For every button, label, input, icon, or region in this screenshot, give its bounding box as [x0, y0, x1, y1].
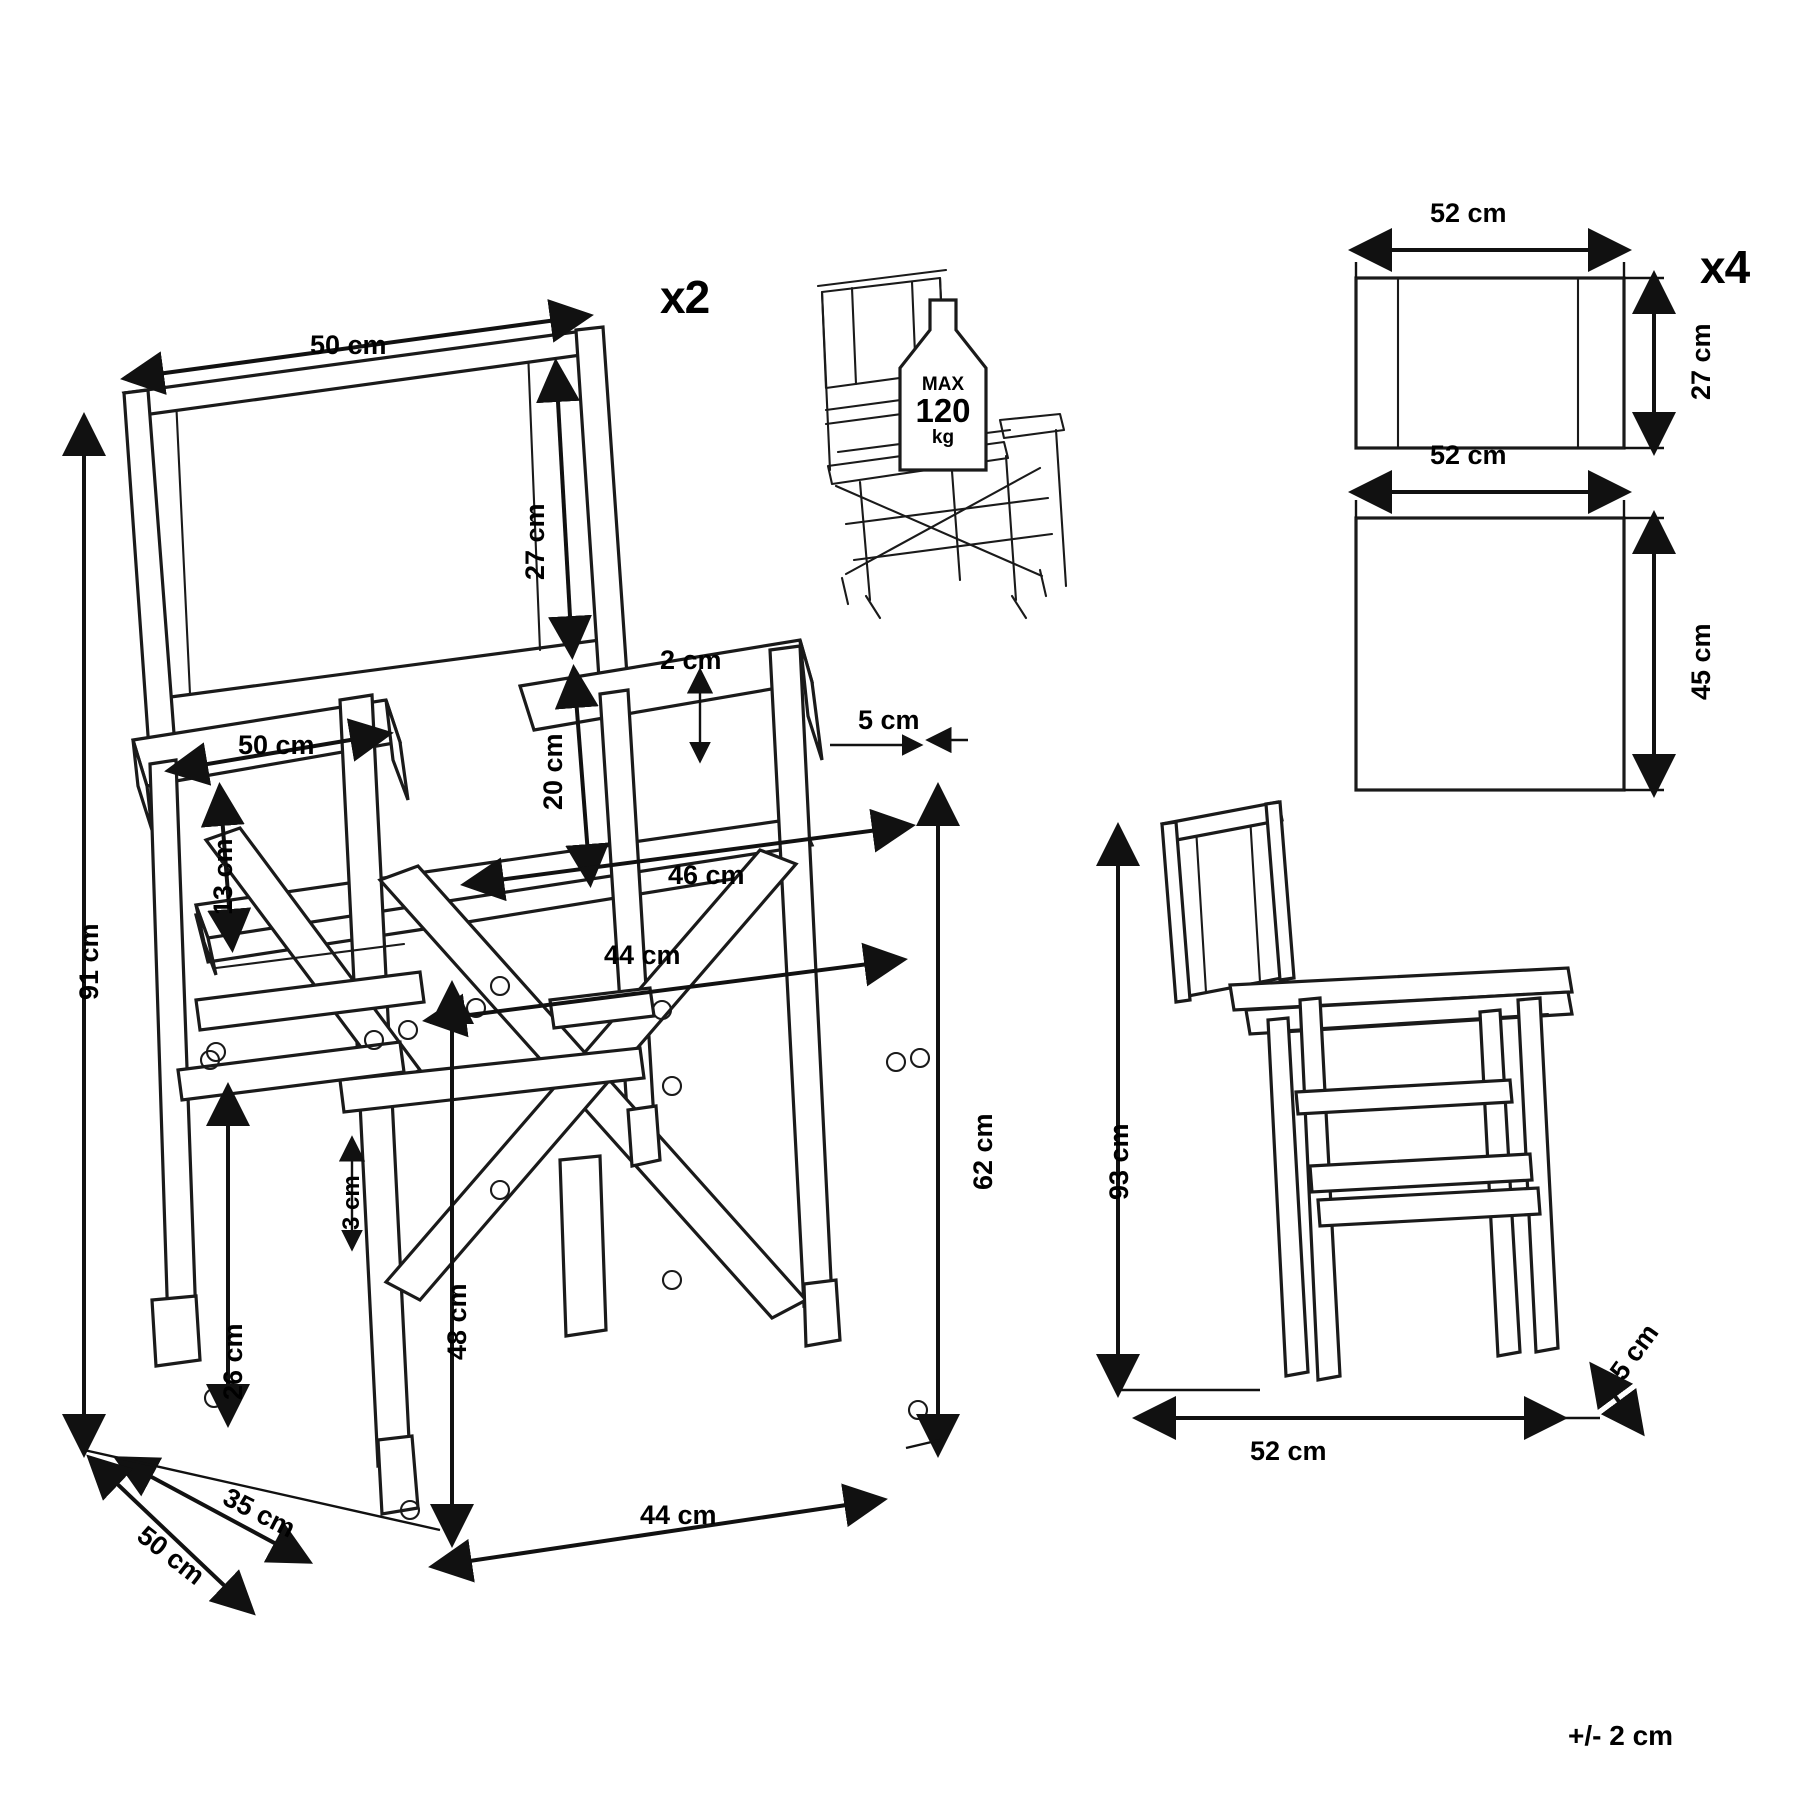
dim-folded-height: 93 cm — [1104, 1123, 1134, 1200]
dim-lower-rail-height: 26 cm — [218, 1323, 248, 1400]
dim-back-height: 27 cm — [520, 503, 550, 580]
chair-quantity-label: x2 — [660, 271, 710, 323]
max-unit: kg — [931, 427, 955, 449]
max-load-badge — [898, 375, 988, 447]
dim-folded-width: 52 cm — [1250, 1436, 1327, 1466]
dim-overall-depth: 50 cm — [131, 1520, 211, 1591]
tolerance-note: +/- 2 cm — [1568, 1720, 1674, 1751]
dim-back-width: 50 cm — [310, 330, 387, 360]
dim-seat-back-height: 62 cm — [968, 1113, 998, 1190]
fabric-panels-illustration — [1356, 250, 1664, 790]
dim-seat-panel-height: 45 cm — [1686, 623, 1716, 700]
dim-armrest-length: 50 cm — [238, 730, 315, 760]
dim-seat-width: 44 cm — [604, 940, 681, 970]
fabric-quantity-label: x4 — [1700, 241, 1750, 293]
dim-seat-depth: 46 cm — [668, 860, 745, 890]
dim-backrest-panel-height: 27 cm — [1686, 323, 1716, 400]
dim-arm-height: 13 cm — [208, 838, 238, 915]
max-value: 120 — [915, 392, 971, 430]
side-view-chair-illustration — [1162, 802, 1572, 1380]
dim-seat-panel-width: 52 cm — [1430, 440, 1507, 470]
dim-total-height: 91 cm — [74, 923, 104, 1000]
dim-backrest-panel-width: 52 cm — [1430, 198, 1507, 228]
dim-base-width: 44 cm — [640, 1500, 717, 1530]
dim-base-depth: 35 cm — [218, 1482, 301, 1544]
dim-arm-thickness: 5 cm — [858, 705, 920, 735]
dim-rail-thickness: 2 cm — [660, 645, 722, 675]
dim-seat-height: 48 cm — [442, 1283, 472, 1360]
dim-folded-depth: 5 cm — [1604, 1318, 1665, 1386]
max-label: MAX — [921, 374, 965, 395]
dim-backrest-gap: 20 cm — [538, 733, 568, 810]
dim-stretcher-gap: 3 cm — [338, 1175, 365, 1230]
